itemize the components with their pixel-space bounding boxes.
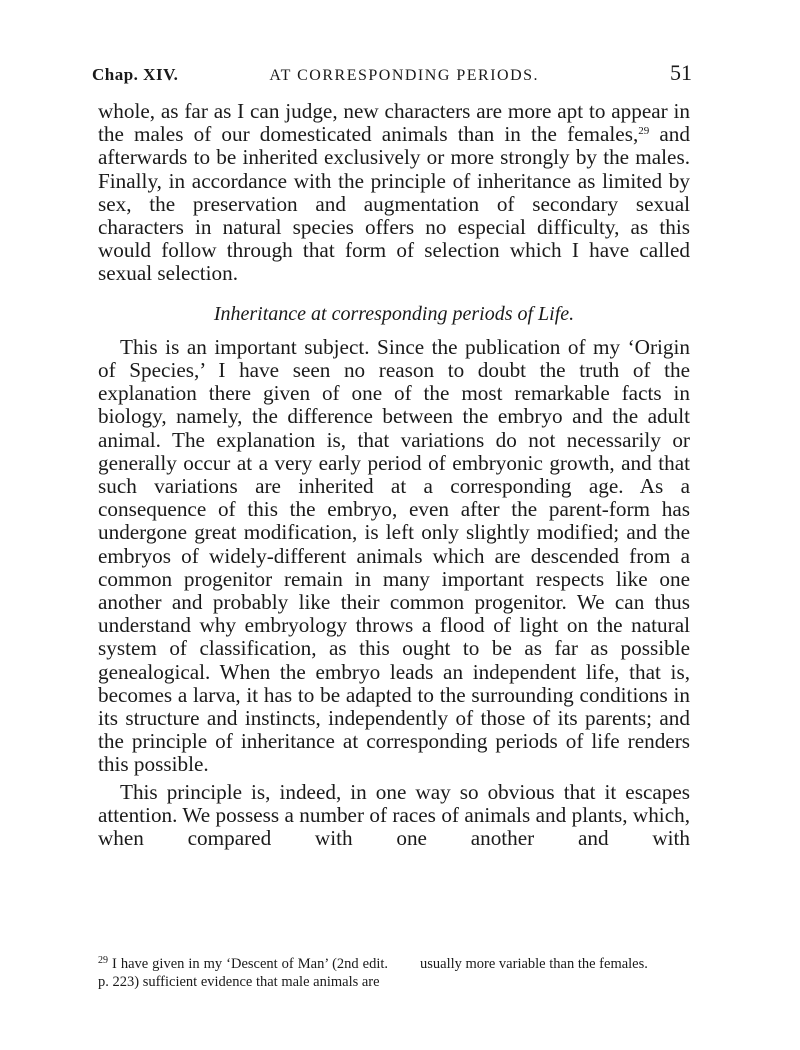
running-title: AT CORRESPONDING PERIODS. [269, 67, 540, 84]
footnote-column-2 [420, 955, 690, 991]
footnote-reference: 29 [638, 125, 650, 138]
footnote-marker: 29 [98, 955, 108, 966]
footnote-text-2: usually more variable than the females. [420, 956, 648, 972]
paragraph-2: This is an important subject. Since the publication of my ‘Origin of Species,’ I have seen no reason to doubt the truth of the explanation there given of one of the most remarkable facts in biology, namely, the difference between the embryo and the adult animal. The explanation is, that variations do not necessarily or generally occur at a very early period of embryonic growth, and that such variations are inherited at a corresponding age. As a consequence of this the embryo, even after the parent-form has undergone great modification, is left only slightly modified; and the embryos of widely-different animals which are descended from a common progenitor remain in many important respects like one another and probably like their common progenitor. We can thus understand why embryology throws a flood of light on the natural system of classification, as this ought to be as far as possible genealogical. When the embryo leads an independent life, that is, becomes a larva, it has to be adapted to the surrounding conditions in its structure and instincts, independently of those of its parents; and the principle of inheritance at corresponding periods of life renders this possible. [98, 334, 690, 777]
chapter-label: Chap. XIV. [92, 65, 179, 84]
paragraph-1-text-b: and afterwards to be inherited exclusively or more strongly by the males. Finally, in accordance with the principle of inheritance as limited by sex, the preservation and augmentation of secondary sexual characters in natural species offers no especial difficulty, as this would follow through that form of selection which I have called sexual selection. [98, 122, 690, 286]
footnotes [98, 955, 690, 991]
page-number: 51 [669, 60, 692, 85]
running-header [92, 60, 692, 86]
paragraph-3: This principle is, indeed, in one way so obvious that it escapes attention. We possess a number of races of animals and plants, which, when compared with one another and with [98, 779, 690, 851]
footnote-text-1: I have given in my ‘Descent of Man’ (2nd edit. p. 223) sufficient evidence that male animals are [98, 956, 389, 990]
paragraph-1-text-a: whole, as far as I can judge, new characters are more apt to appear in the males of our domesticated animals than in the females, [98, 99, 690, 147]
paragraph-1 [98, 100, 690, 286]
main-text [98, 100, 690, 850]
section-heading: Inheritance at corresponding periods of Life. [213, 302, 575, 325]
footnote-column-1 [98, 955, 388, 991]
